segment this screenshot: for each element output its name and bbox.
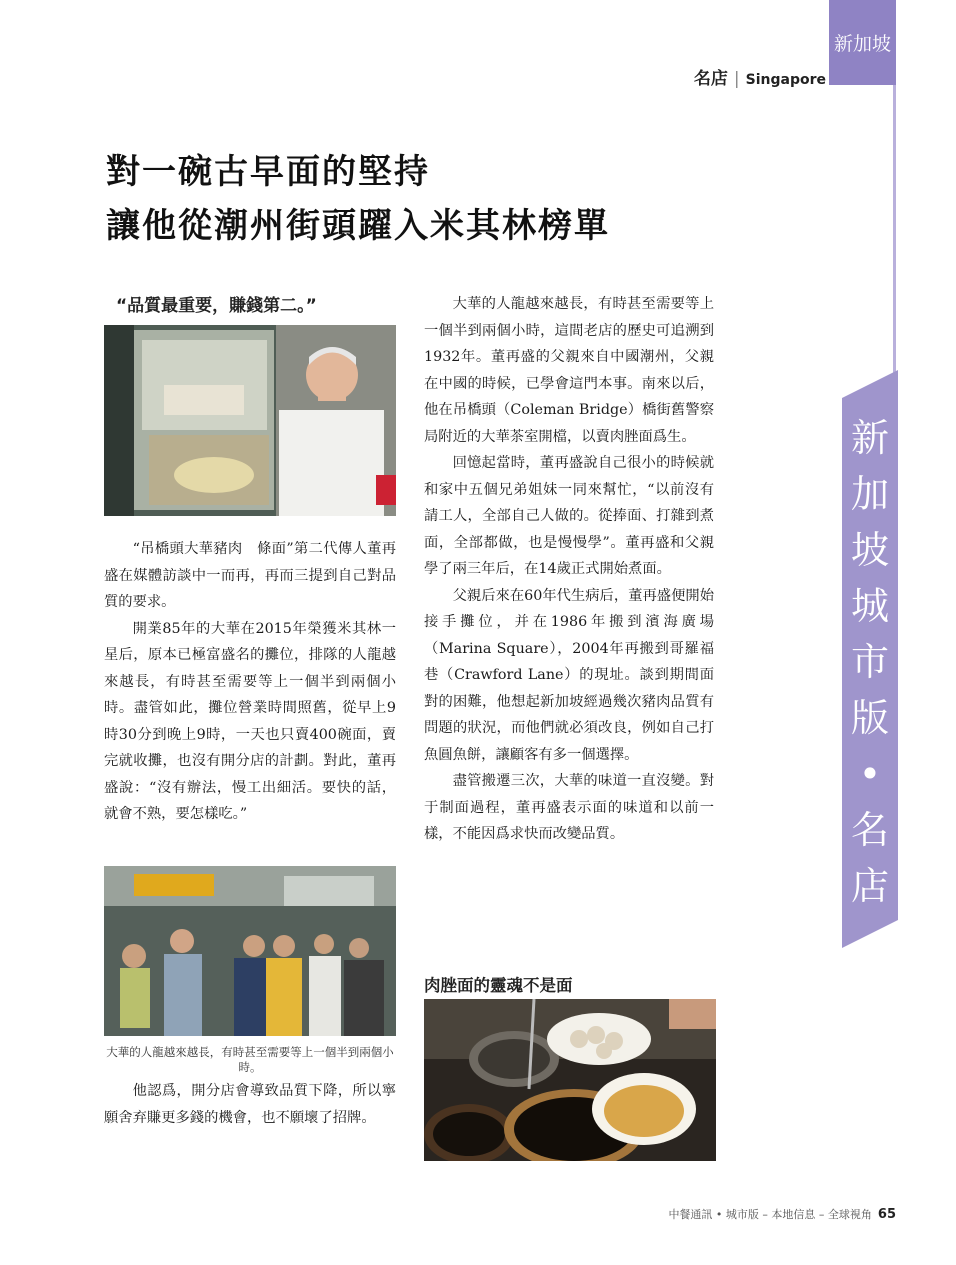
section-name-en: Singapore — [745, 72, 826, 88]
section-label — [640, 64, 826, 89]
footer-text: 中餐通訊 • 城市版 – 本地信息 – 全球視角 — [668, 1208, 872, 1221]
accent-line — [893, 85, 896, 380]
section-tab-label: 新加坡 — [833, 33, 891, 55]
paragraph: 大華的人龍越來越長，有時甚至需要等上一個半到兩個小時，這間老店的歷史可追溯到1932年。董再盛的父親來自中國潮州，父親在中國的時候，已學會這門本事。南來以后，他在吊橋頭（Coleman Bridge）橋街舊警察局附近的大華茶室開檔，以賣肉脞面爲生。 — [424, 296, 714, 445]
queue-photo-caption: 大華的人龍越來越長，有時甚至需要等上一個半到兩個小時。 — [106, 1045, 394, 1074]
paragraph: 開業85年的大華在2015年榮獲米其林一星后，原本已極富盛名的攤位，排隊的人龍越來越長，有時甚至需要等上一個半到兩個小時。盡管如此，攤位營業時間照舊，從早上9時30分到晚上9時，一天也只賣400碗面，賣完就收攤，也沒有開分店的計劃。對此，董再盛說：“沒有辦法，慢工出細活。要快的話，就會不熟，要怎樣吃。” — [104, 620, 396, 822]
queue-photo — [104, 866, 396, 1036]
paragraph: 他認爲，開分店會導致品質下降，所以寧願舍弃賺更多錢的機會，也不願壞了招牌。 — [104, 1083, 396, 1126]
left-column-text-continued — [104, 1078, 396, 1131]
side-ribbon-text: 新 加 坡 城 市 版 • 名 店 — [850, 416, 889, 908]
subheading: 肉脞面的靈魂不是面 — [424, 976, 573, 995]
noodle-photo — [424, 999, 716, 1161]
paragraph: 回憶起當時，董再盛說自己很小的時候就和家中五個兄弟姐妹一同來幫忙，“以前沒有請工人，全部自己人做的。從捧面、打雜到煮面，全部都做，也是慢慢學”。董再盛和父親學了兩三年后，在14歲正式開始煮面。 — [424, 455, 714, 577]
right-column-text — [424, 291, 714, 848]
headline: 對一碗古早面的堅持 讓他從潮州街頭躍入米其林榜單 — [106, 152, 610, 246]
left-column-text — [104, 536, 396, 828]
chef-photo — [104, 325, 396, 516]
paragraph: 盡管搬遷三次，大華的味道一直沒變。對于制面過程，董再盛表示面的味道和以前一樣，不能因爲求快而改變品質。 — [424, 773, 714, 842]
section-tab — [829, 0, 896, 85]
page-number: 65 — [877, 1207, 896, 1222]
section-name: 名店 — [693, 69, 728, 89]
paragraph: “吊橋頭大華豬肉 條面”第二代傳人董再盛在媒體訪談中一而再，再而三提到自己對品質的要求。 — [104, 541, 396, 610]
paragraph: 父親后來在60年代生病后，董再盛便開始接手攤位，并在1986年搬到濱海廣場（Marina Square），2004年再搬到哥羅福巷（Crawford Lane）的現址。談到期間面對的困難，他想起新加坡經過幾次豬肉品質有問題的狀況，而他們就必須改良，例如自己打魚圓魚餅，讓顧客有多一個選擇。 — [424, 587, 714, 763]
page-footer — [560, 1206, 896, 1222]
pull-quote: “品質最重要，賺錢第二。” — [116, 296, 317, 316]
section-separator: | — [733, 69, 740, 89]
